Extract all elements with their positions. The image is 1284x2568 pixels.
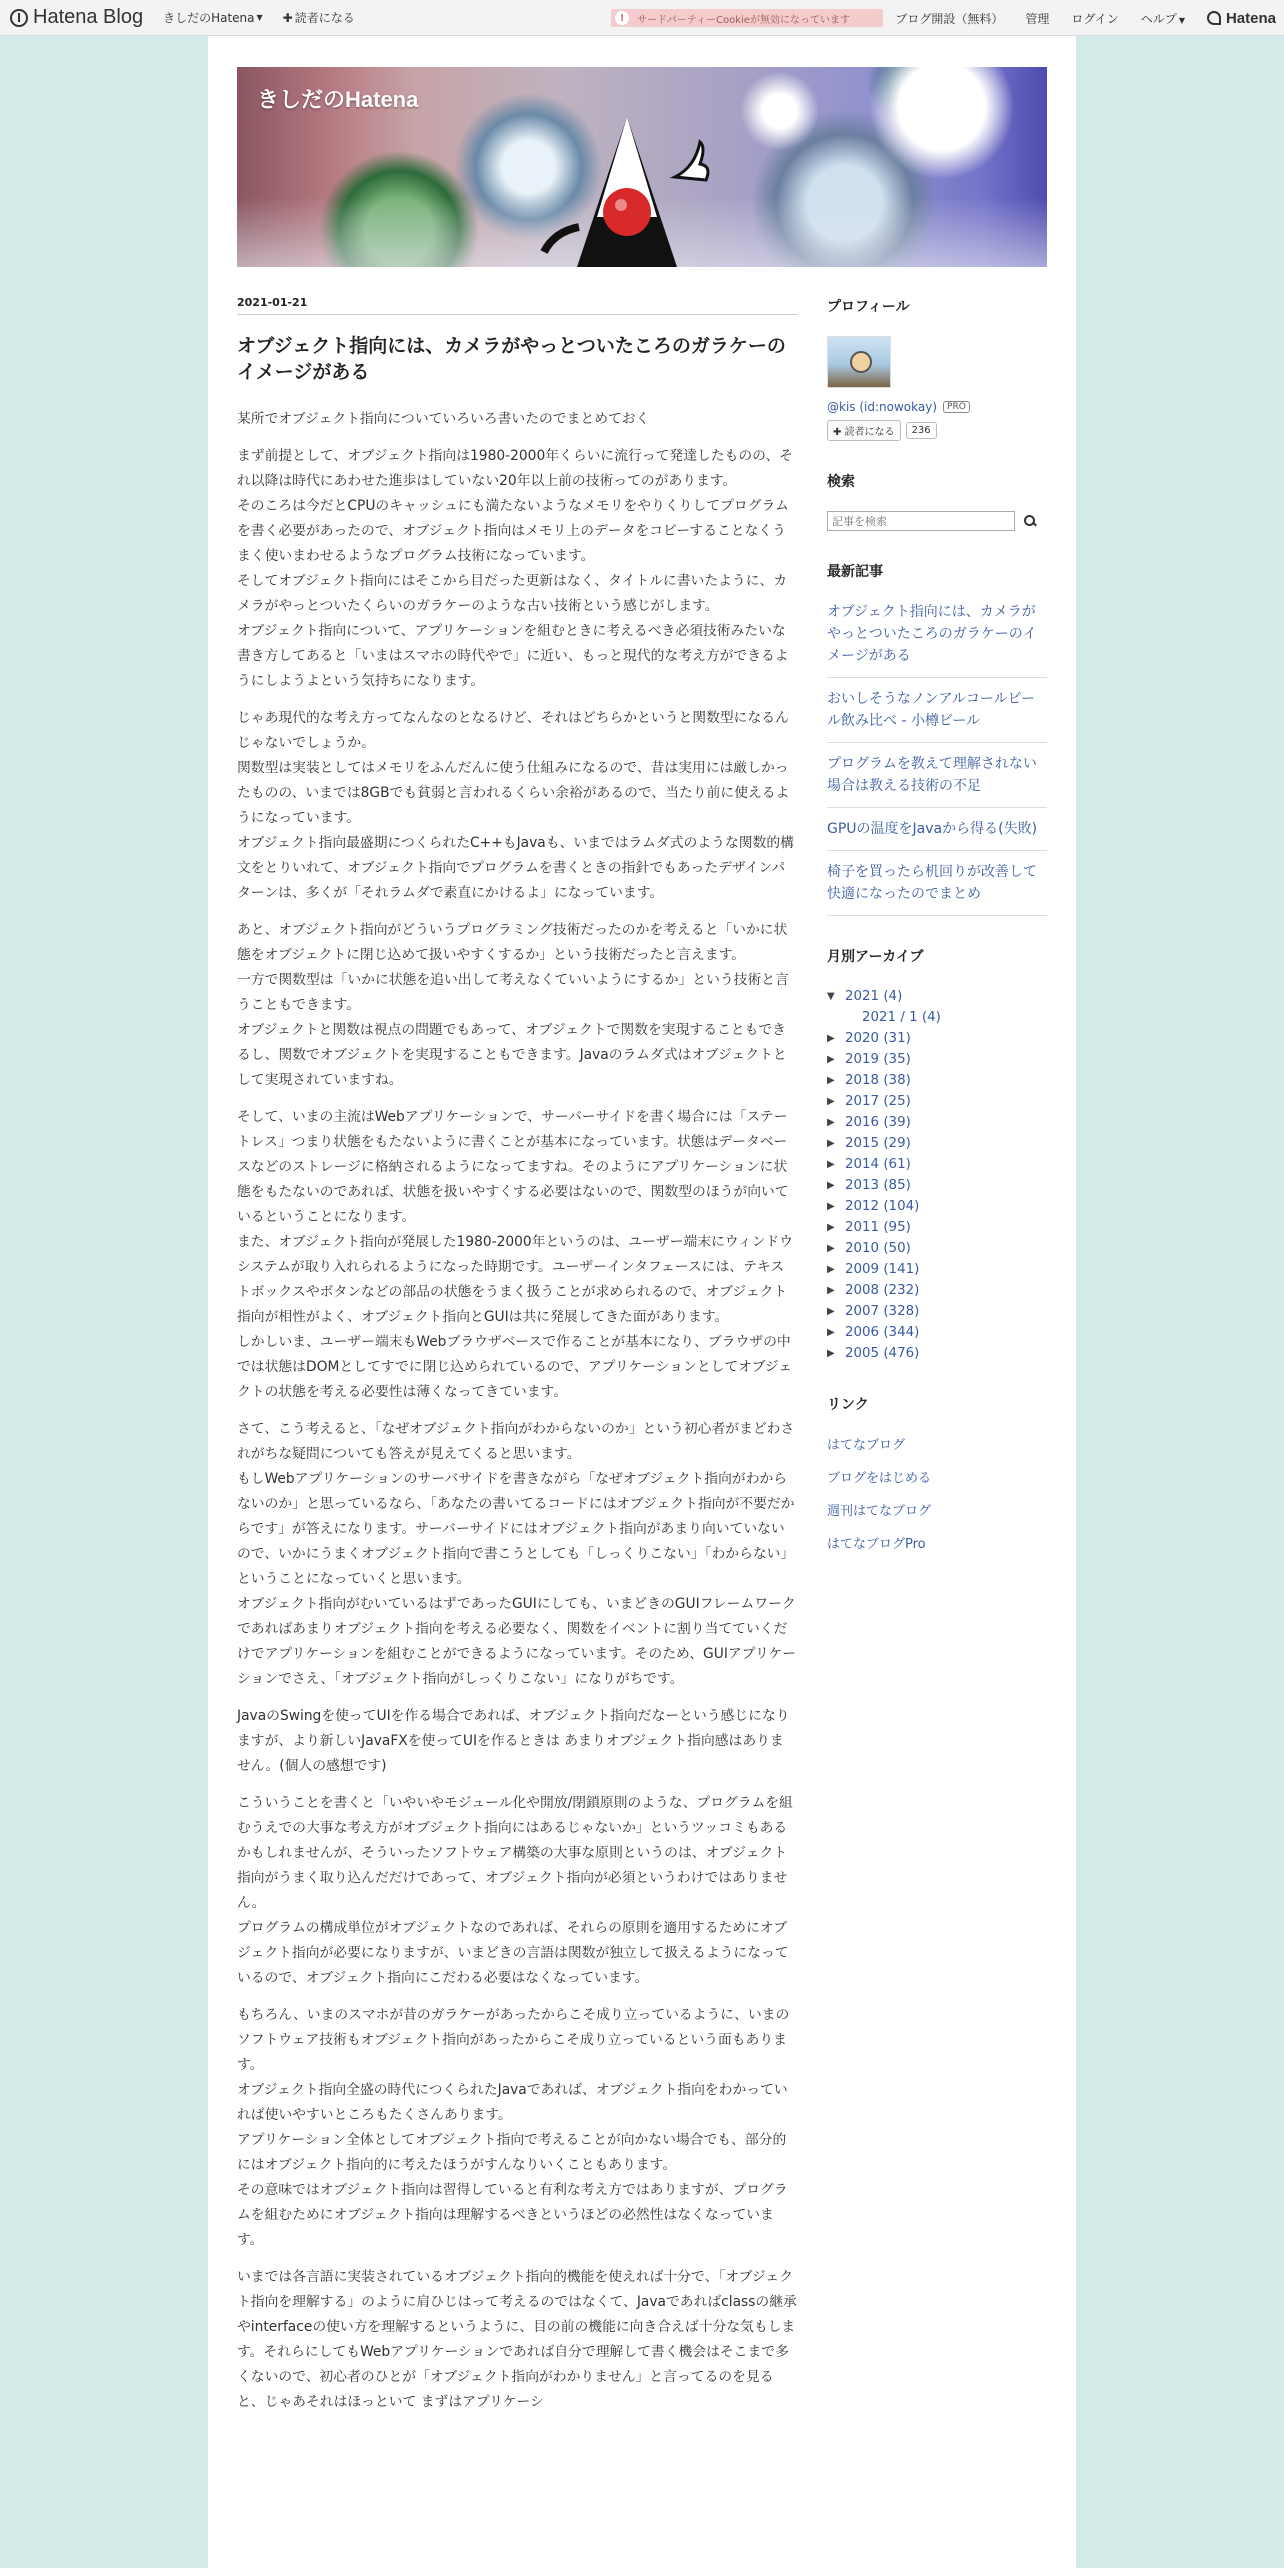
archive-year-link[interactable]: 2009 (141)	[845, 1262, 920, 1277]
sidebar-link[interactable]: ブログをはじめる	[827, 1471, 932, 1486]
archive-year-link[interactable]: 2019 (35)	[845, 1052, 911, 1067]
archive-year-link[interactable]: 2018 (38)	[845, 1073, 911, 1088]
subscriber-count[interactable]: 236	[906, 422, 937, 439]
archive-year-link[interactable]: 2008 (232)	[845, 1283, 920, 1298]
archive-year-link[interactable]: 2020 (31)	[845, 1031, 911, 1046]
archive-year-link[interactable]: 2012 (104)	[845, 1199, 920, 1214]
profile-module	[827, 296, 1047, 441]
archive-heading: 月別アーカイブ	[827, 949, 924, 965]
login-link[interactable]: ログイン	[1071, 11, 1119, 26]
post-paragraph: こういうことを書くと「いやいやモジュール化や開放/閉鎖原則のような、プログラムを組むうえでの大事な考え方がオブジェクト指向にはあるじゃないか」というツッコミもあるかもしれませんが、そういったソフトウェア構築の大事な原則というのは、オブジェクト指向がうまく取り込んだだけであって、オブジェクト指向が必須というわけではありません。 プログラムの構成単位がオブジェクトなのであれば、それらの原則を適用するためにオブジェクト指向が必要になりますが、いまどきの言語は関数が独立して扱えるようになっているので、オブジェクト指向にこだわる必要はなくなっています。	[237, 1795, 793, 1986]
profile-subscribe-button[interactable]: ✚ 読者になる	[827, 420, 901, 441]
triangle-right-icon[interactable]: ▶	[827, 1264, 835, 1275]
links-module	[827, 1394, 1047, 1552]
hatena-logo-text: Hatena	[1225, 9, 1276, 27]
profile-heading: プロフィール	[827, 299, 910, 315]
search-input[interactable]	[827, 511, 1015, 531]
archive-year-link[interactable]: 2014 (61)	[845, 1157, 911, 1172]
cookie-notice[interactable]	[611, 9, 883, 27]
pro-badge[interactable]: PRO	[943, 401, 970, 413]
triangle-right-icon[interactable]: ▶	[827, 1285, 835, 1296]
caret-down-icon: ▼	[256, 13, 263, 22]
caret-down-icon: ▼	[1178, 15, 1185, 25]
sidebar-link[interactable]: はてなブログPro	[827, 1537, 926, 1552]
post-title[interactable]: オブジェクト指向には、カメラがやっとついたころのガラケーのイメージがある	[237, 335, 786, 383]
subscribe-button[interactable]	[283, 9, 355, 26]
search-icon[interactable]	[1023, 514, 1037, 528]
blog-menu-label: きしだのHatena	[163, 11, 255, 25]
hatena-logo[interactable]	[1207, 10, 1276, 27]
recent-entries-module	[827, 561, 1047, 916]
help-label: ヘルプ	[1140, 11, 1177, 26]
recent-entry-link[interactable]: GPUの温度をJavaから得る(失敗)	[827, 821, 1038, 837]
triangle-right-icon[interactable]: ▶	[827, 1054, 835, 1065]
triangle-right-icon[interactable]: ▶	[827, 1117, 835, 1128]
recent-entry-link[interactable]: プログラムを教えて理解されない場合は教える技術の不足	[827, 756, 1037, 794]
archive-year-link[interactable]: 2010 (50)	[845, 1241, 911, 1256]
profile-id-link[interactable]: @kis (id:nowokay)	[827, 400, 938, 414]
search-heading: 検索	[827, 474, 855, 490]
logo-text: Hatena Blog	[33, 6, 144, 28]
subscribe-label: 読者になる	[294, 11, 355, 25]
post-paragraph: じゃあ現代的な考え方ってなんなのとなるけど、それはどちらかというと関数型になるんじゃないでしょうか。 関数型は実装としてはメモリをふんだんに使う仕組みになるので、昔は実用には厳しかったものの、いまでは8GBでも貧弱と言われるくらい余裕があるので、当たり前に使えるようになっています。 オブジェクト指向最盛期につくられたC++もJavaも、いまではラムダ式のような関数的構文をとりいれて、オブジェクト指向でプログラムを書くときの指針でもあったデザインパターンは、多くが「それラムダで素直にかけるよ」になっています。	[237, 710, 794, 901]
main-column	[237, 296, 797, 2427]
post-date[interactable]: 2021-01-21	[237, 296, 797, 315]
blog-header-banner[interactable]	[237, 67, 1047, 267]
archive-month-link[interactable]: 2021 / 1 (4)	[862, 1010, 941, 1025]
blog-menu[interactable]	[163, 9, 263, 26]
hatena-blog-logo[interactable]	[10, 6, 143, 29]
triangle-right-icon[interactable]: ▶	[827, 1327, 835, 1338]
triangle-right-icon[interactable]: ▶	[827, 1138, 835, 1149]
blog-container	[208, 36, 1076, 2568]
triangle-down-icon[interactable]: ▼	[827, 991, 835, 1002]
admin-link[interactable]: 管理	[1025, 11, 1050, 26]
post-paragraph: まず前提として、オブジェクト指向は1980-2000年くらいに流行って発達したものの、それ以降は時代にあわせた進歩はしていない20年以上前の技術ってのがあります。 そのころは今だとCPUのキャッシュにも満たないようなメモリをやりくりしてプログラムを書く必要があったので、オブジェクト指向はメモリ上のデータをコピーすることなくうまく使いまわせるようなプログラム技術になっています。 そしてオブジェクト指向にはそこから目だった更新はなく、タイトルに書いたように、カメラがやっとついたくらいのガラケーのような古い技術という感じがします。 オブジェクト指向について、アプリケーションを組むときに考えるべき必須技術みたいな書き方してあると「いまはスマホの時代やで」に近い、もっと現代的な考え方ができるようにしようよという気持ちになります。	[237, 448, 794, 689]
triangle-right-icon[interactable]: ▶	[827, 1222, 835, 1233]
post-paragraph: もちろん、いまのスマホが昔のガラケーがあったからこそ成り立っているように、いまのソフトウェア技術もオブジェクト指向があったからこそ成り立っているという面もあります。 オブジェクト指向全盛の時代につくられたJavaであれば、オブジェクト指向をわかっていれば使いやすいところもたくさんあります。 アプリケーション全体としてオブジェクト指向で考えることが向かない場合でも、部分的にはオブジェクト指向的に考えたほうがすんなりいくこともあります。 その意味ではオブジェクト指向は習得していると有利な考え方ではありますが、プログラムを組むためにオブジェクト指向は理解するべきというほどの必然性はなくなっています。	[237, 2007, 790, 2248]
archive-year-link[interactable]: 2017 (25)	[845, 1094, 911, 1109]
alert-icon: !	[615, 11, 629, 25]
recent-heading: 最新記事	[827, 564, 883, 580]
triangle-right-icon[interactable]: ▶	[827, 1096, 835, 1107]
recent-entry-link[interactable]: 椅子を買ったら机回りが改善して快適になったのでまとめ	[827, 864, 1037, 902]
recent-entry-link[interactable]: オブジェクト指向には、カメラがやっとついたころのガラケーのイメージがある	[827, 604, 1037, 664]
plus-icon: ✚	[282, 10, 293, 25]
triangle-right-icon[interactable]: ▶	[827, 1159, 835, 1170]
sidebar-link[interactable]: はてなブログ	[827, 1438, 906, 1453]
archive-year-link[interactable]: 2016 (39)	[845, 1115, 911, 1130]
cookie-notice-text: サードパーティーCookieが無効になっています	[637, 14, 850, 26]
archive-year-link[interactable]: 2011 (95)	[845, 1220, 911, 1235]
archive-year-link[interactable]: 2007 (328)	[845, 1304, 920, 1319]
archive-year-link[interactable]: 2015 (29)	[845, 1136, 911, 1151]
triangle-right-icon[interactable]: ▶	[827, 1348, 835, 1359]
profile-subscribe-label: 読者になる	[844, 427, 895, 438]
triangle-right-icon[interactable]: ▶	[827, 1243, 835, 1254]
links-heading: リンク	[827, 1397, 869, 1413]
triangle-right-icon[interactable]: ▶	[827, 1075, 835, 1086]
post-paragraph: JavaのSwingを使ってUIを作る場合であれば、オブジェクト指向だなーという感じになりますが、より新しいJavaFXを使ってUIを作るときは あまりオブジェクト指向感はありません。(個人の感想です)	[237, 1708, 790, 1774]
post-paragraph: さて、こう考えると、「なぜオブジェクト指向がわからないのか」という初心者がまどわされがちな疑問についても答えが見えてくると思います。 もしWebアプリケーションのサーバサイドを書きながら「なぜオブジェクト指向がわからないのか」と思っているなら、「あなたの書いてるコードにはオブジェクト指向が不要だからです」が答えになります。サーバーサイドにはオブジェクト指向があまり向いていないので、いかにうまくオブジェクト指向で書こうとしても「しっくりこない」「わからない」ということになっていくと思います。 オブジェクト指向がむいているはずであったGUIにしても、いまどきのGUIフレームワークであればあまりオブジェクト指向を考える必要なく、関数をイベントに割り当てていくだけでアプリケーションを組むことができるようになっています。そのため、GUIアプリケーションでさえ、「オブジェクト指向がしっくりこない」になりがちです。	[237, 1421, 797, 1687]
search-module	[827, 471, 1047, 531]
open-blog-link[interactable]: ブログ開設（無料）	[895, 11, 1004, 26]
post-body	[237, 407, 797, 2415]
avatar[interactable]	[827, 336, 891, 388]
post-paragraph: そして、いまの主流はWebアプリケーションで、サーバーサイドを書く場合には「ステートレス」つまり状態をもたないように書くことが基本になっています。状態はデータベースなどのストレージに格納されるようになってますね。そのようにアプリケーションに状態をもたないのであれば、状態を扱いやすくする必要はないので、関数型のほうが向いているということになります。 また、オブジェクト指向が発展した1980-2000年というのは、ユーザー端末にウィンドウシステムが取り入れられるようになった時期です。ユーザーインタフェースには、テキストボックスやボタンなどの部品の状態をうまく扱うことが求められるので、オブジェクト指向が相性がよく、オブジェクト指向とGUIは共に発展してきた面があります。 しかしいま、ユーザー端末もWebブラウザベースで作ることが基本になり、ブラウザの中では状態はDOMとしてすでに閉じ込められているので、アプリケーションとしてオブジェクトの状態を考える必要性は薄くなってきています。	[237, 1109, 794, 1400]
hatena-blog-logo-icon	[10, 9, 28, 27]
post-paragraph: いまでは各言語に実装されているオブジェクト指向的機能を使えれば十分で、「オブジェクト指向を理解する」のように肩ひじはって考えるのではなくて、Javaであればclassの継承やinterfaceの使い方を理解するというように、目の前の機能に向き合えば十分な気もします。それらにしてもWebアプリケーションであれば自分で理解して書く機会はそこまで多くないので、初心者のひとが「オブジェクト指向がわかりません」と言ってるのを見ると、じゃあそれはほっといて まずはアプリケーシ	[237, 2269, 797, 2410]
blog-title[interactable]: きしだのHatena	[257, 87, 419, 112]
global-header	[0, 0, 1284, 36]
archive-year-link[interactable]: 2006 (344)	[845, 1325, 920, 1340]
triangle-right-icon[interactable]: ▶	[827, 1201, 835, 1212]
sidebar-link[interactable]: 週刊はてなブログ	[827, 1504, 932, 1519]
triangle-right-icon[interactable]: ▶	[827, 1033, 835, 1044]
archive-year-link[interactable]: 2013 (85)	[845, 1178, 911, 1193]
recent-entry-link[interactable]: おいしそうなノンアルコールビール飲み比べ - 小樽ビール	[827, 691, 1036, 729]
triangle-right-icon[interactable]: ▶	[827, 1306, 835, 1317]
post-paragraph: 某所でオブジェクト指向についていろいろ書いたのでまとめておく	[237, 411, 650, 427]
archive-year-link[interactable]: 2021 (4)	[845, 989, 903, 1004]
help-menu[interactable]	[1141, 10, 1185, 27]
duke-mascot-icon	[527, 107, 727, 267]
sidebar	[827, 296, 1047, 1582]
post-paragraph: あと、オブジェクト指向がどういうプログラミング技術だったのかを考えると「いかに状態をオブジェクトに閉じ込めて扱いやすくするか」という技術だったと言えます。 一方で関数型は「いかに状態を追い出して考えなくていいようにするか」という技術と言うこともできます。 オブジェクトと関数は視点の問題でもあって、オブジェクトで関数を実現することもできるし、関数でオブジェクトを実現することもできます。Javaのラムダ式はオブジェクトとして実現されていますね。	[237, 922, 789, 1088]
archive-module	[827, 946, 1047, 1364]
archive-year-link[interactable]: 2005 (476)	[845, 1346, 920, 1361]
triangle-right-icon[interactable]: ▶	[827, 1180, 835, 1191]
hatena-logo-icon	[1207, 11, 1221, 25]
